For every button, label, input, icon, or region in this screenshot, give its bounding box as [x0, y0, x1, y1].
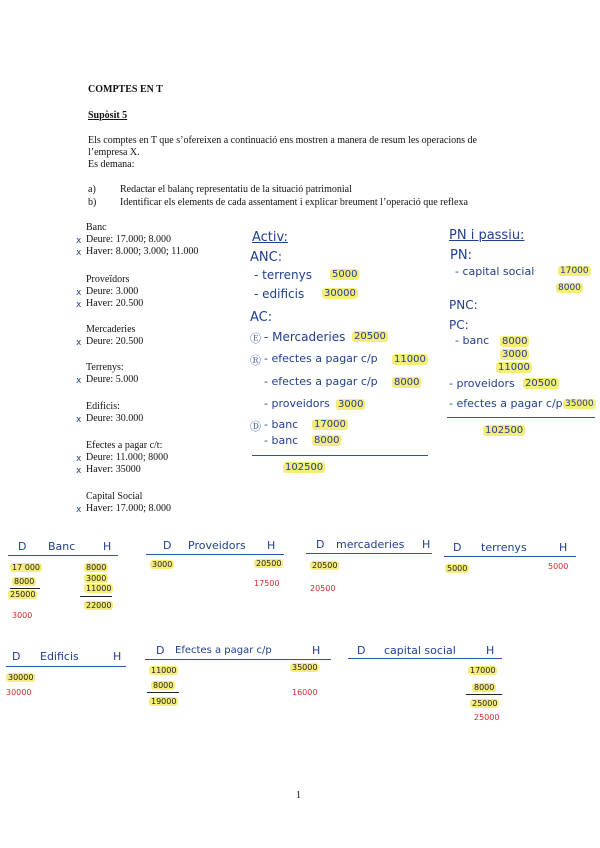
activ-ac-item-value: 8000 [394, 377, 420, 388]
t-account-horizontal [145, 659, 331, 660]
t-account-credit: 20500 [256, 559, 282, 568]
t-account-debit: 5000 [447, 564, 468, 573]
account-terrenys-line-1: Deure: 5.000 [86, 374, 139, 385]
pn-item-value: 17000 [560, 266, 589, 276]
t-account-h: H [267, 539, 276, 552]
task-b-text: Identificar els elements de cada assentament i explicar breument l’operació que reflexa [120, 197, 468, 208]
pc-item-label: - banc [455, 334, 490, 347]
account-proveidors-name: Proveïdors [86, 274, 130, 285]
t-account-sum-line [10, 588, 40, 589]
account-proveidors-line-1: Deure: 3.000 [86, 286, 139, 297]
t-account-sum-line [466, 694, 502, 695]
account-mercaderies-line-1: Deure: 20.500 [86, 336, 144, 347]
tick-mark: x [76, 338, 82, 348]
account-efectes-line-2: Haver: 35000 [86, 464, 141, 475]
pn-label: PN: [450, 248, 472, 263]
tick-mark: x [76, 505, 82, 515]
activ-ac-item-value: 17000 [314, 419, 346, 430]
tick-mark: x [76, 415, 82, 425]
activ-ac-prefix: Ⓓ [250, 420, 261, 433]
pc-label: PC: [449, 318, 469, 332]
t-account-debit: 3000 [152, 560, 173, 569]
t-account-d: D [12, 650, 21, 663]
t-account-horizontal [348, 658, 502, 659]
t-account-d: D [163, 539, 172, 552]
t-account-d: D [18, 540, 27, 553]
account-efectes-line-1: Deure: 11.000; 8000 [86, 452, 169, 463]
t-account-result: 25000 [474, 713, 500, 722]
intro-line-1: Els comptes en T que s’ofereixen a continuació ens mostren a manera de resum les operacions de [88, 135, 477, 146]
t-account-credit: 11000 [86, 584, 112, 593]
t-account-d: D [357, 644, 366, 657]
activ-ac-item-value: 8000 [314, 435, 340, 446]
account-proveidors-line-2: Haver: 20.500 [86, 298, 144, 309]
activ-ac-item-value: 20500 [354, 331, 386, 342]
account-edificis-name: Edificis: [86, 401, 120, 412]
t-account-debit: 20500 [312, 561, 338, 570]
t-account-result: 5000 [548, 562, 569, 571]
t-account-d: D [316, 538, 325, 551]
tick-mark: x [76, 288, 82, 298]
account-terrenys-name: Terrenys: [86, 362, 124, 373]
account-banc-name: Banc [86, 222, 107, 233]
activ-anc-item-label: - terrenys [254, 268, 312, 282]
account-banc-line-1: Deure: 17.000; 8.000 [86, 234, 171, 245]
account-mercaderies-name: Mercaderies [86, 324, 136, 335]
tick-mark: x [76, 376, 82, 386]
tick-mark: x [76, 466, 82, 476]
t-account-title: Proveidors [188, 539, 246, 552]
t-account-title: Banc [48, 540, 76, 553]
t-account-horizontal [6, 666, 126, 667]
t-account-title: Efectes a pagar c/p [175, 645, 272, 656]
t-account-debit: 8000 [153, 681, 174, 690]
t-account-h: H [113, 650, 122, 663]
pc-item-value: 11000 [498, 362, 530, 373]
t-account-result: 16000 [292, 688, 318, 697]
t-account-h: H [559, 541, 568, 554]
t-account-h: H [486, 644, 495, 657]
t-account-credit: 17000 [470, 666, 496, 675]
pc-item-value: 8000 [502, 336, 528, 347]
t-account-horizontal [8, 555, 118, 556]
account-capital-line-1: Haver: 17.000; 8.000 [86, 503, 171, 514]
activ-heading: Activ: [252, 230, 288, 245]
t-account-result: 3000 [12, 611, 33, 620]
tick-mark: x [76, 248, 82, 258]
ac-label: AC: [250, 310, 273, 325]
activ-ac-item-value: 3000 [338, 399, 364, 410]
t-account-horizontal [146, 554, 284, 555]
account-edificis-line-1: Deure: 30.000 [86, 413, 144, 424]
anc-label: ANC: [250, 250, 283, 265]
t-account-debit: 30000 [8, 673, 34, 682]
activ-anc-item-label: - edificis [254, 287, 305, 301]
pc-item-label: - proveidors [449, 377, 515, 390]
pc-item-label: - efectes a pagar c/p [449, 397, 563, 410]
tick-mark: x [76, 454, 82, 464]
t-account-credit: 3000 [86, 574, 107, 583]
t-account-h: H [103, 540, 112, 553]
t-account-result: 30000 [6, 688, 32, 697]
intro-line-3: Es demana: [88, 159, 135, 170]
task-a-text: Redactar el balanç representatiu de la situació patrimonial [120, 184, 352, 195]
page-title: COMPTES EN T [88, 84, 163, 95]
intro-line-2: l’empresa X. [88, 147, 140, 158]
t-account-credit: 25000 [472, 699, 498, 708]
t-account-title: mercaderies [336, 538, 405, 551]
t-account-credit: 22000 [86, 601, 112, 610]
task-a-marker: a) [88, 184, 96, 195]
activ-anc-item-value: 5000 [332, 269, 358, 280]
tick-mark: x [76, 236, 82, 246]
t-account-d: D [453, 541, 462, 554]
t-account-horizontal [306, 553, 432, 554]
account-banc-line-2: Haver: 8.000; 3.000; 11.000 [86, 246, 199, 257]
pc-item-value: 35000 [565, 399, 594, 409]
pc-item-value: 3000 [502, 349, 528, 360]
pn-total-line [447, 417, 595, 418]
activ-ac-item-label: - Mercaderies [264, 330, 346, 344]
t-account-debit: 8000 [14, 577, 35, 586]
t-account-d: D [156, 644, 165, 657]
activ-ac-item-label: - efectes a pagar c/p [264, 375, 378, 388]
activ-anc-item-value: 30000 [324, 288, 356, 299]
tick-mark: x [76, 300, 82, 310]
t-account-credit: 8000 [86, 563, 107, 572]
account-capital-name: Capital Social [86, 491, 143, 502]
activ-ac-item-label: - banc [264, 434, 299, 447]
t-account-h: H [422, 538, 431, 551]
activ-ac-item-label: - banc [264, 418, 299, 431]
pn-total: 102500 [485, 425, 524, 436]
t-account-credit: 8000 [474, 683, 495, 692]
activ-ac-prefix: Ⓔ [250, 332, 261, 345]
t-account-debit: 19000 [151, 697, 177, 706]
t-account-result: 17500 [254, 579, 280, 588]
t-account-title: terrenys [481, 541, 527, 554]
pc-item-value: 20500 [525, 378, 557, 389]
pn-item-label: - capital social [455, 265, 535, 278]
t-account-credit: 35000 [292, 663, 318, 672]
t-account-sum-line [147, 692, 179, 693]
activ-total: 102500 [285, 462, 324, 473]
t-account-result: 20500 [310, 584, 336, 593]
pnc-label: PNC: [449, 298, 478, 312]
pn-heading: PN i passiu: [449, 228, 525, 243]
t-account-debit: 25000 [10, 590, 36, 599]
t-account-title: Edificis [40, 650, 79, 663]
t-account-h: H [312, 644, 321, 657]
section-subtitle: Supòsit 5 [88, 110, 128, 121]
page-number: 1 [296, 790, 301, 801]
pn-item-value: 8000 [558, 283, 581, 293]
activ-total-line [252, 455, 428, 456]
t-account-horizontal [444, 556, 576, 557]
t-account-sum-line [80, 596, 112, 597]
account-efectes-name: Efectes a pagar c/t: [86, 440, 163, 451]
activ-ac-item-label: - proveidors [264, 397, 330, 410]
task-b-marker: b) [88, 197, 97, 208]
t-account-title: capital social [384, 644, 456, 657]
t-account-debit: 17 000 [12, 563, 40, 572]
t-account-debit: 11000 [151, 666, 177, 675]
activ-ac-item-label: - efectes a pagar c/p [264, 352, 378, 365]
activ-ac-prefix: Ⓡ [250, 354, 261, 367]
activ-ac-item-value: 11000 [394, 354, 426, 365]
